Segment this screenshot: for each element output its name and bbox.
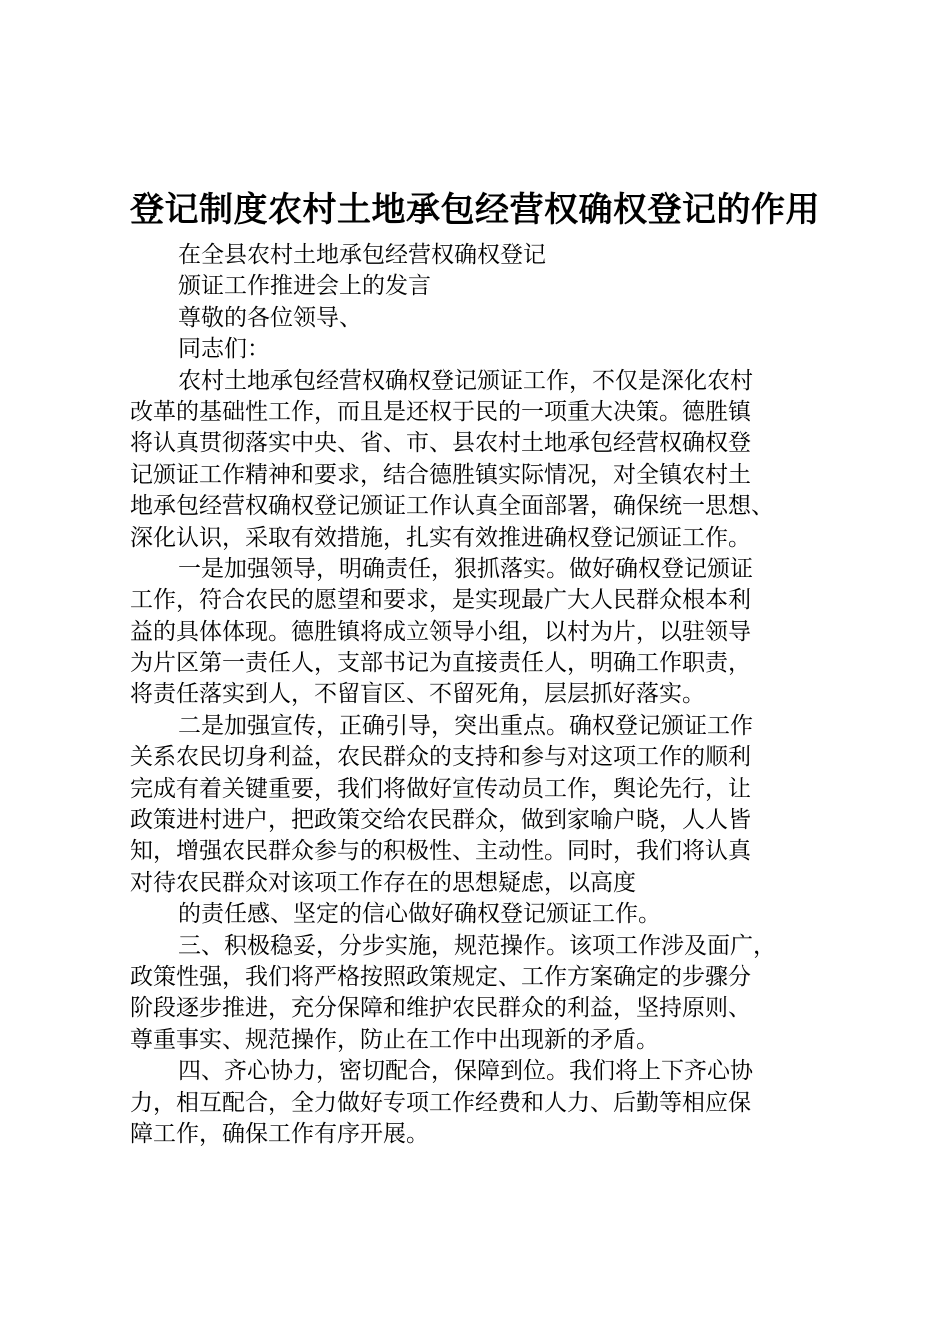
paragraph-line: 完成有着关键重要，我们将做好宣传动员工作，舆论先行，让 xyxy=(130,775,751,802)
paragraph-line: 将认真贯彻落实中央、省、市、县农村土地承包经营权确权登 xyxy=(130,430,751,457)
paragraph-line: 地承包经营权确权登记颁证工作认真全面部署，确保统一思想、 xyxy=(130,493,774,520)
paragraph-line: 为片区第一责任人，支部书记为直接责任人，明确工作职责， xyxy=(130,650,751,677)
paragraph-line: 力，相互配合，全力做好专项工作经费和人力、后勤等相应保 xyxy=(130,1089,751,1116)
paragraph-line: 记颁证工作精神和要求，结合德胜镇实际情况，对全镇农村土 xyxy=(130,461,751,488)
paragraph-line: 尊重事实、规范操作，防止在工作中出现新的矛盾。 xyxy=(130,1026,659,1053)
paragraph-line: 工作，符合农民的愿望和要求，是实现最广大人民群众根本利 xyxy=(130,587,751,614)
paragraph-line: 改革的基础性工作，而且是还权于民的一项重大决策。德胜镇 xyxy=(130,398,751,425)
paragraph-line: 知，增强农民群众参与的积极性、主动性。同时，我们将认真 xyxy=(130,838,751,865)
paragraph-line: 将责任落实到人，不留盲区、不留死角，层层抓好落实。 xyxy=(130,681,705,708)
paragraph-line: 深化认识，采取有效措施，扎实有效推进确权登记颁证工作。 xyxy=(130,524,751,551)
salutation-line-1: 尊敬的各位领导、 xyxy=(178,304,362,331)
paragraph-line: 一是加强领导，明确责任，狠抓落实。做好确权登记颁证 xyxy=(178,555,753,582)
paragraph-line: 政策进村进户，把政策交给农民群众，做到家喻户晓，人人皆 xyxy=(130,807,751,834)
paragraph-line: 的责任感、坚定的信心做好确权登记颁证工作。 xyxy=(178,901,661,928)
salutation-line-2: 同志们： xyxy=(178,336,270,363)
paragraph-line: 政策性强，我们将严格按照政策规定、工作方案确定的步骤分 xyxy=(130,963,751,990)
paragraph-line: 阶段逐步推进，充分保障和维护农民群众的利益，坚持原则、 xyxy=(130,995,751,1022)
paragraph-line: 农村土地承包经营权确权登记颁证工作，不仅是深化农村 xyxy=(178,367,753,394)
paragraph-line: 关系农民切身利益，农民群众的支持和参与对这项工作的顺利 xyxy=(130,744,751,771)
document-body xyxy=(130,240,830,1150)
paragraph-line: 四、齐心协力，密切配合，保障到位。我们将上下齐心协 xyxy=(178,1058,753,1085)
subtitle-line-1: 在全县农村土地承包经营权确权登记 xyxy=(178,242,546,268)
document-title: 登记制度农村土地承包经营权确权登记的作用 xyxy=(130,190,820,230)
paragraph-line: 对待农民群众对该项工作存在的思想疑虑，以高度 xyxy=(130,869,636,896)
paragraph-line: 三、积极稳妥，分步实施，规范操作。该项工作涉及面广， xyxy=(178,932,776,959)
paragraph-line: 益的具体体现。德胜镇将成立领导小组，以村为片，以驻领导 xyxy=(130,618,751,645)
subtitle-line-2: 颁证工作推进会上的发言 xyxy=(178,273,431,300)
paragraph-line: 二是加强宣传，正确引导，突出重点。确权登记颁证工作 xyxy=(178,712,753,739)
paragraph-line: 障工作，确保工作有序开展。 xyxy=(130,1120,429,1147)
